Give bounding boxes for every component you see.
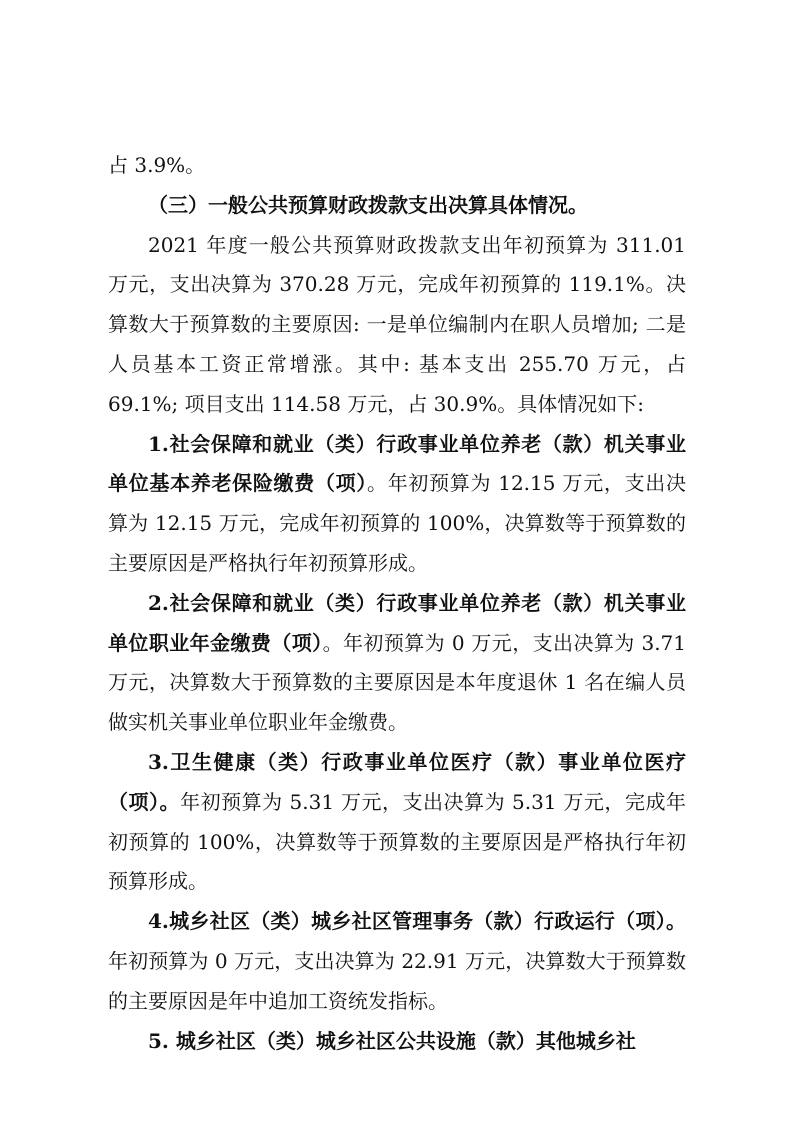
- list-item-2: [108, 584, 686, 743]
- list-item-title: 4.城乡社区（类）城乡社区管理事务（款）行政运行（项）。: [148, 909, 686, 934]
- paragraph-text: 2021 年度一般公共预算财政拨款支出年初预算为 311.01 万元，支出决算为 370.28 万元，完成年初预算的 119.1%。决算数大于预算数的主要原因: 一是单位编制内在职人员增加; 二是人员基本工资正常增涨。其中: 基本支出 255.70 万元，占 69.1%; 项目支出 114.58 万元，占 30.9%。具体情况如下:: [108, 232, 686, 416]
- list-item-title: 1.社会保障和就业（类）行政事业单位养老（款）机关事业单位基本养老保险缴费（项）: [108, 431, 686, 496]
- list-item-1: [108, 425, 686, 584]
- document-page: [108, 146, 686, 1061]
- list-item-body: 。年初预算为 12.15 万元，支出决算为 12.15 万元，完成年初预算的 100%，决算数等于预算数的主要原因是严格执行年初预算形成。: [108, 471, 686, 575]
- list-item-title: 2.社会保障和就业（类）行政事业单位养老（款）机关事业单位职业年金缴费（项）: [108, 590, 686, 655]
- paragraph-continuation: [108, 146, 686, 186]
- list-item-title: 3.卫生健康（类）行政事业单位医疗（款）事业单位医疗（项）。: [108, 749, 686, 814]
- list-item-body: 。年初预算为 0 万元，支出决算为 3.71 万元，决算数大于预算数的主要原因是本年度退休 1 名在编人员做实机关事业单位职业年金缴费。: [108, 630, 687, 735]
- section-heading-text: （三）一般公共预算财政拨款支出决算具体情况。: [148, 192, 588, 217]
- section-heading: [108, 186, 686, 226]
- list-item-4: [108, 902, 686, 1021]
- list-item-body: 年初预算为 5.31 万元，支出决算为 5.31 万元，完成年初预算的 100%，决算数等于预算数的主要原因是严格执行年初预算形成。: [108, 789, 686, 894]
- list-item-body: 年初预算为 0 万元，支出决算为 22.91 万元，决算数大于预算数的主要原因是年中追加工资统发指标。: [108, 948, 686, 1013]
- list-item-5: [108, 1022, 686, 1062]
- paragraph-text: 占 3.9%。: [108, 153, 206, 177]
- list-item-title: 5. 城乡社区（类）城乡社区公共设施（款）其他城乡社: [148, 1028, 636, 1053]
- list-item-3: [108, 743, 686, 902]
- paragraph-summary: [108, 226, 686, 425]
